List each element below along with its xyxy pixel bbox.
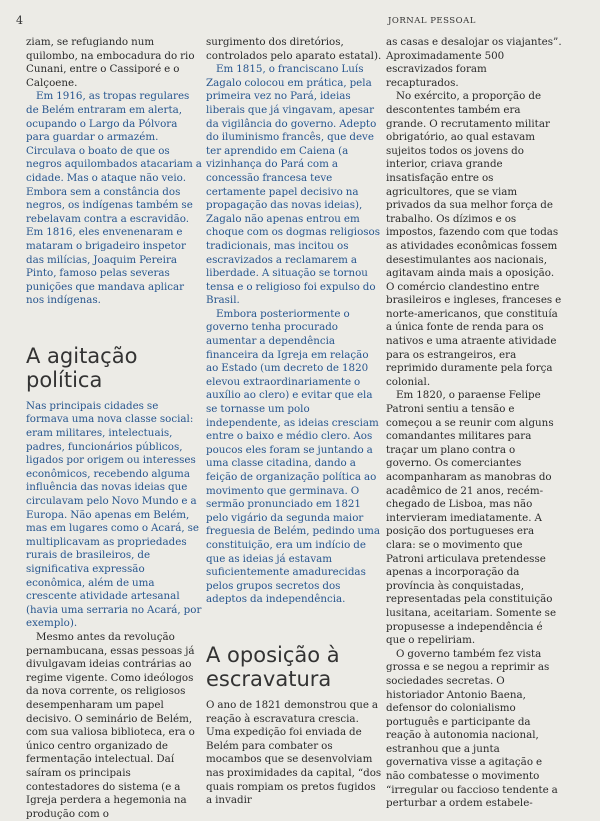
- col3-paragraph-4: O governo também fez vista grossa e se negou a reprimir as sociedades secretas. O historiador Antonio Baena, defensor do colonialismo português e participante da reação à autonomia nacional, estranhou que a junta governativa visse a agitação e não combatesse o movimento “irregular ou faccioso tendente a perturbar a ordem estabele-: [386, 647, 558, 810]
- publication-name: JORNAL PESSOAL: [388, 16, 476, 26]
- col3-paragraph-3: Em 1820, o paraense Felipe Patroni sentiu a tensão e começou a se reunir com alguns comandantes militares para traçar um plano contra o governo. Os comerciantes acompanharam as manobras do acadêmico de 21 anos, recém-chegado de Lisboa, mas não intervieram imediatamente. A posição dos portugueses era clara: se o movimento que Patroni articulava pretendesse apenas a incorporação da província às conquistadas, representadas pela constituição lusitana, aceitariam. Somente se propusesse a independência é que o repeliriam.: [386, 389, 557, 647]
- highlighted-passage-3: [206, 63, 382, 607]
- highlighted-passage-1: [26, 90, 202, 308]
- page-number: 4: [16, 14, 23, 27]
- col1-paragraph-3: Nas principais cidades se formava uma nova classe social: eram militares, intelectuais, padres, funcionários públicos, ligados por origem ou interesses econômicos, recebendo alguma influência das novas ideias que circulavam pelo Novo Mundo e a Europa. Não apenas em Belém, mas em lugares como o Acará, se multiplicavam as propriedades rurais de brasileiros, de significativa expressão econômica, além de uma crescente atividade artesanal (havia uma serraria no Acará, por exemplo).: [26, 399, 202, 630]
- column-3: [386, 36, 562, 811]
- col2-paragraph-4: O ano de 1821 demonstrou que a reação à escravatura crescia. Uma expedição foi enviada de Belém para combater os mocambos que se desenvolviam nas proximidades da capital, “dos quais rompiam os pretos fugidos a invadir: [206, 698, 382, 807]
- section-heading-agitacao: A agitação política: [26, 343, 138, 392]
- column-1: [26, 36, 202, 821]
- col1-paragraph-4: Mesmo antes da revolução pernambucana, essas pessoas já divulgavam ideias contrárias ao regime vigente. Como ideólogos da nova corrente, os religiosos desempenharam um papel decisivo. O seminário de Belém, com sua valiosa biblioteca, era o único centro organizado de fermentação intelectual. Daí saíram os principais contestadores do sistema (e a Igreja perdera a hegemonia na produção com o: [26, 630, 195, 820]
- col3-paragraph-2: No exército, a proporção de descontentes também era grande. O recrutamento militar obrigatório, ao qual estavam sujeitos todos os jovens do interior, criava grande insatisfação entre os agricultores, que se viam privados da sua melhor força de trabalho. Os dízimos e os impostos, fazendo com que todas as atividades econômicas fossem desestimulantes aos nacionais, agitavam ainda mais a oposição. O comércio clandestino entre brasileiros e ingleses, franceses e norte-americanos, que constituía a única fonte de renda para os nativos e uma atraente atividade para os estrangeiros, era reprimido duramente pela força colonial.: [386, 90, 562, 388]
- col2-paragraph-3: Embora posteriormente o governo tenha procurado aumentar a dependência financeira da Igreja em relação ao Estado (um decreto de 1820 elevou extraordinariamente o auxílio ao clero) e evitar que ela se tornasse um polo independente, as ideias cresciam entre o baixo e médio clero. Aos poucos eles foram se juntando a uma classe citadina, dando a feição de organização política ao movimento que germinava. O sermão pronunciado em 1821 pelo vigário da segunda maior freguesia de Belém, pedindo uma constituição, era um indício de que as ideias já estavam suficientemente amadurecidas pelos grupos secretos dos adeptos da independência.: [206, 307, 381, 606]
- section-heading-oposicao: A oposição à escravatura: [206, 642, 340, 691]
- col3-paragraph-1: as casas e desalojar os viajantes”. Aproximadamente 500 escravizados foram recapturados.: [386, 36, 562, 89]
- col2-paragraph-2: Em 1815, o franciscano Luís Zagalo colocou em prática, pela primeira vez no Pará, ideias liberais que já vingavam, apesar da vigilância do governo. Adepto do iluminismo francês, que deve ter aprendido em Caiena (a vizinhança do Pará com a concessão francesa teve certamente papel decisivo na propagação das novas ideias), Zagalo não apenas entrou em choque com os dogmas religiosos tradicionais, mas incitou os escravizados a reclamarem a liberdade. A situação se tornou tensa e o religioso foi expulso do Brasil.: [206, 63, 381, 307]
- highlighted-passage-2: [26, 400, 202, 631]
- col2-paragraph-1: surgimento dos diretórios, controlados pelo aparato estatal).: [206, 36, 382, 62]
- col1-paragraph-2: Em 1916, as tropas regulares de Belém entraram em alerta, ocupando o Largo da Pólvora para guardar o armazém. Circulava o boato de que os negros aquilombados atacariam a cidade. Mas o ataque não veio. Embora sem a constância dos negros, os indígenas também se rebelavam contra a escravidão. Em 1816, eles envenenaram e mataram o brigadeiro inspetor das milícias, Joaquim Pereira Pinto, famoso pelas severas punições que mandava aplicar nos indígenas.: [26, 90, 202, 307]
- col1-paragraph-1: ziam, se refugiando num quilombo, na embocadura do rio Cunani, entre o Cassiporé e o Calçoene.: [26, 36, 195, 89]
- column-2: [206, 36, 382, 808]
